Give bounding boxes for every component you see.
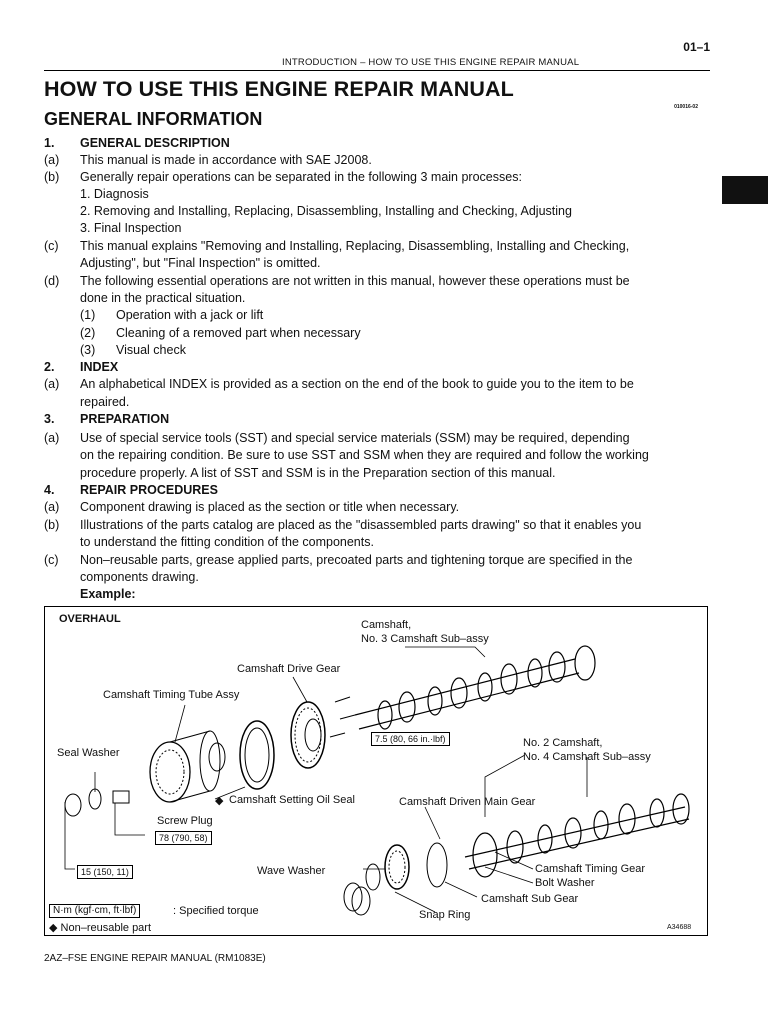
camshaft-drive-gear	[291, 702, 325, 768]
label-camshaft-3a: Camshaft,	[361, 619, 412, 631]
s2-a-text: repaired.	[80, 395, 130, 409]
label-screw-plug: Screw Plug	[157, 815, 213, 827]
wave-washer-ring	[427, 843, 447, 887]
s3-a-text: procedure properly. A list of SST and SSM is in the Preparation section of this manual.	[80, 466, 556, 480]
s4-a-text: Component drawing is placed as the section or title when necessary.	[80, 500, 460, 514]
legend-torque-text: : Specified torque	[173, 905, 259, 917]
label-sub-gear: Camshaft Sub Gear	[481, 893, 579, 905]
s3-a-label: (a)	[44, 431, 60, 445]
doc-code: 010016-02	[674, 104, 698, 110]
s1-b-text: Generally repair operations can be separated in the following 3 main processes:	[80, 170, 522, 184]
torque-spec: 7.5 (80, 66 in.·lbf)	[371, 732, 450, 746]
s1-c-label: (c)	[44, 239, 59, 253]
label-timing-gear: Camshaft Timing Gear	[535, 863, 646, 875]
s4-b-text: Illustrations of the parts catalog are placed as the "disassembled parts drawing" so that it enables you	[80, 518, 642, 532]
section-3-num: 3.	[44, 412, 55, 426]
bolt	[340, 715, 355, 719]
screw-plug	[113, 791, 129, 803]
section-4-heading: REPAIR PROCEDURES	[80, 483, 218, 497]
page-title: HOW TO USE THIS ENGINE REPAIR MANUAL	[44, 77, 514, 101]
torque-spec: 15 (150, 11)	[77, 865, 133, 879]
example-label: Example:	[80, 587, 136, 601]
camshaft-timing-tube-assy	[150, 731, 225, 802]
s1-d-text: done in the practical situation.	[80, 291, 246, 305]
s4-a-label: (a)	[44, 500, 60, 514]
s4-b-label: (b)	[44, 518, 60, 532]
s1-b-item: 1. Diagnosis	[80, 187, 149, 201]
label-no2b: No. 4 Camshaft Sub–assy	[523, 751, 651, 763]
bolt	[335, 697, 350, 702]
figure-heading: OVERHAUL	[59, 613, 121, 625]
section-2-num: 2.	[44, 360, 55, 374]
s3-a-text: on the repairing condition. Be sure to use SST and SSM when they are required and follow the working	[80, 448, 649, 462]
label-seal-washer: Seal Washer	[57, 747, 120, 759]
s2-a-label: (a)	[44, 377, 60, 391]
label-bolt-washer: Bolt Washer	[535, 877, 595, 889]
camshaft-sub-gear	[366, 864, 380, 890]
section-title: GENERAL INFORMATION	[44, 109, 263, 129]
label-oil-seal: Camshaft Setting Oil Seal	[229, 794, 355, 806]
label-no2a: No. 2 Camshaft,	[523, 737, 603, 749]
s1-d-text: The following essential operations are not written in this manual, however these operations must be	[80, 274, 630, 288]
page-number: 01–1	[683, 40, 710, 54]
exploded-parts-drawing	[45, 607, 709, 937]
torque-spec: 78 (790, 58)	[155, 831, 212, 845]
label-drive-gear: Camshaft Drive Gear	[237, 663, 341, 675]
s4-c-text: Non–reusable parts, grease applied parts, precoated parts and tightening torque are specified in the	[80, 553, 633, 567]
plug-part	[65, 794, 81, 816]
page-footer: 2AZ–FSE ENGINE REPAIR MANUAL (RM1083E)	[44, 953, 266, 964]
camshaft-setting-oil-seal	[240, 721, 274, 789]
s1-b-label: (b)	[44, 170, 60, 184]
label-wave-washer: Wave Washer	[257, 865, 326, 877]
section-1-num: 1.	[44, 136, 55, 150]
s1-a-label: (a)	[44, 153, 60, 167]
label-driven-gear: Camshaft Driven Main Gear	[399, 796, 536, 808]
header-rule	[44, 70, 710, 71]
s4-b-text: to understand the fitting condition of the components.	[80, 535, 374, 549]
s4-c-text: components drawing.	[80, 570, 199, 584]
s4-c-label: (c)	[44, 553, 59, 567]
s1-d-label: (d)	[44, 274, 60, 288]
label-timing-tube: Camshaft Timing Tube Assy	[103, 689, 240, 701]
s1-d-item-text: Visual check	[116, 343, 186, 357]
camshaft-upper	[355, 646, 595, 729]
s1-c-text: Adjusting", but "Final Inspection" is omitted.	[80, 256, 321, 270]
overhaul-figure	[44, 606, 708, 936]
s2-a-text: An alphabetical INDEX is provided as a section on the end of the book to guide you to the item to be	[80, 377, 634, 391]
section-3-heading: PREPARATION	[80, 412, 170, 426]
legend-torque-box: N·m (kgf·cm, ft·lbf)	[49, 904, 140, 918]
s1-d-item-label: (3)	[80, 343, 96, 357]
s1-d-item-text: Cleaning of a removed part when necessary	[116, 326, 361, 340]
legend-nonreusable: ◆ Non–reusable part	[49, 922, 152, 934]
s3-a-text: Use of special service tools (SST) and special service materials (SSM) may be required, depending	[80, 431, 630, 445]
s1-c-text: This manual explains "Removing and Installing, Replacing, Disassembling, Installing and Checking,	[80, 239, 630, 253]
s1-a-text: This manual is made in accordance with SAE J2008.	[80, 153, 372, 167]
section-tab	[722, 176, 768, 204]
nonreusable-mark: ◆	[215, 795, 224, 807]
s1-d-item-label: (2)	[80, 326, 96, 340]
figure-code: A34688	[667, 924, 692, 931]
s1-d-item-label: (1)	[80, 308, 96, 322]
s1-b-item: 3. Final Inspection	[80, 221, 182, 235]
section-4-num: 4.	[44, 483, 55, 497]
s1-d-item-text: Operation with a jack or lift	[116, 308, 264, 322]
label-camshaft-3b: No. 3 Camshaft Sub–assy	[361, 633, 489, 645]
label-snap-ring: Snap Ring	[419, 909, 471, 921]
section-2-heading: INDEX	[80, 360, 119, 374]
running-head: INTRODUCTION – HOW TO USE THIS ENGINE REPAIR MANUAL	[282, 57, 580, 68]
bolt	[330, 733, 345, 737]
s1-b-item: 2. Removing and Installing, Replacing, Disassembling, Installing and Checking, Adjusting	[80, 204, 572, 218]
section-1-heading: GENERAL DESCRIPTION	[80, 136, 230, 150]
